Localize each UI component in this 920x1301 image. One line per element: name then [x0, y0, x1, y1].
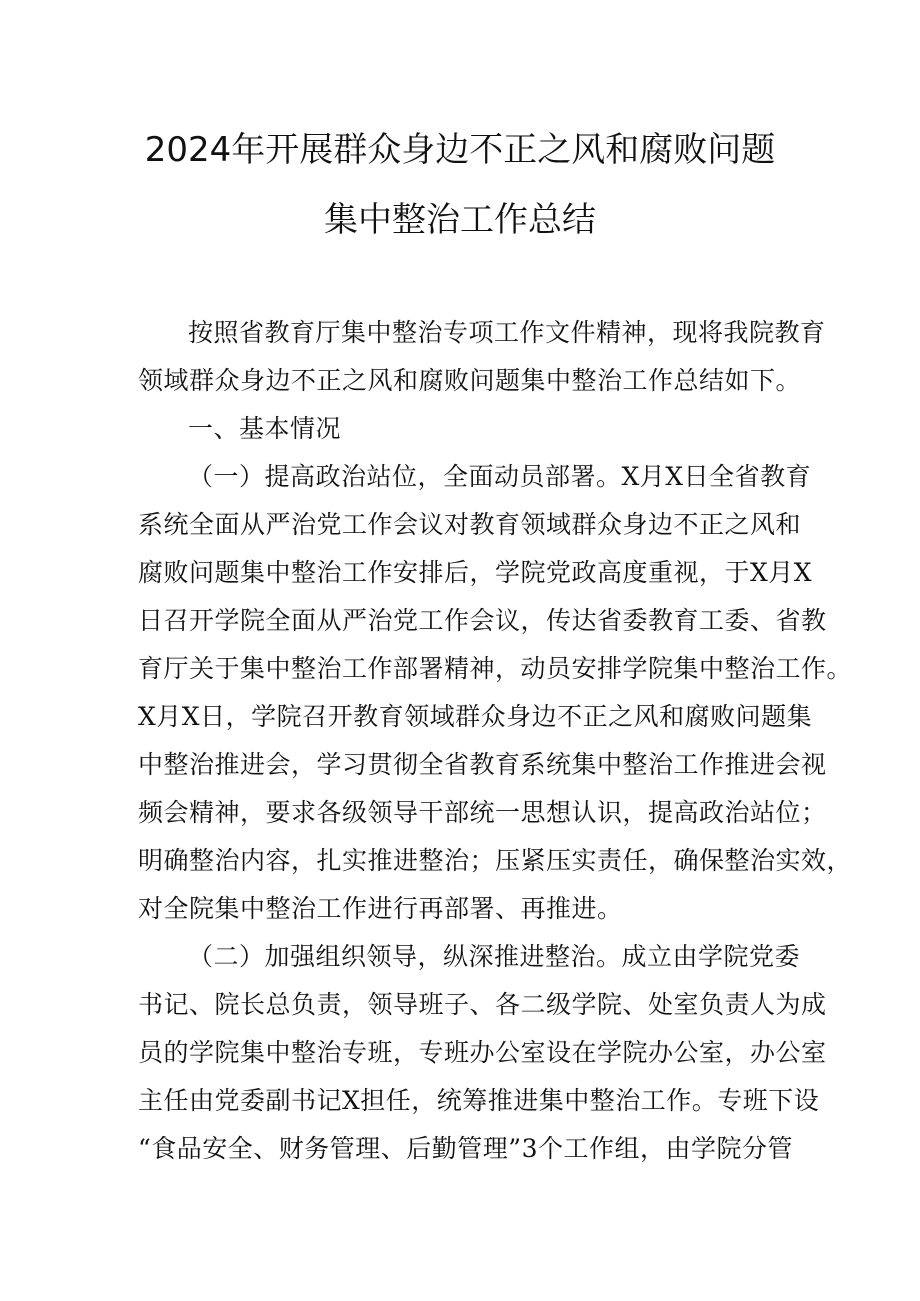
body-line: 明确整治内容，扎实推进整治；压紧压实责任，确保整治实效， — [138, 846, 853, 875]
body-line: （一）提高政治站位，全面动员部署。X月X日全省教育 — [188, 462, 812, 491]
body-line: 按照省教育厅集中整治专项工作文件精神，现将我院教育 — [188, 318, 826, 347]
body-line: （二）加强组织领导，纵深推进整治。成立由学院党委 — [188, 942, 801, 971]
section-heading: 一、基本情况 — [188, 414, 342, 443]
body-line: 日召开学院全面从严治党工作会议，传达省委教育工委、省教 — [138, 606, 827, 635]
body-line: 领域群众身边不正之风和腐败问题集中整治工作总结如下。 — [138, 366, 802, 395]
body-line: 主任由党委副书记X担任，统筹推进集中整治工作。专班下设 — [138, 1086, 820, 1115]
body-line: 腐败问题集中整治工作安排后，学院党政高度重视，于X月X — [138, 558, 813, 587]
document-title-line-1: 2024年开展群众身边不正之风和腐败问题 — [144, 130, 776, 170]
body-line: 中整治推进会，学习贯彻全省教育系统集中整治工作推进会视 — [138, 750, 827, 779]
body-line: “食品安全、财务管理、后勤管理”3个工作组，由学院分管 — [138, 1134, 793, 1163]
body-line: 对全院集中整治工作进行再部署、再推进。 — [138, 894, 623, 923]
body-line: 员的学院集中整治专班，专班办公室设在学院办公室，办公室 — [138, 1038, 827, 1067]
body-line: 系统全面从严治党工作会议对教育领域群众身边不正之风和 — [138, 510, 802, 539]
body-line: 育厅关于集中整治工作部署精神，动员安排学院集中整治工作。 — [138, 654, 853, 683]
body-line: 频会精神，要求各级领导干部统一思想认识，提高政治站位； — [138, 798, 827, 827]
body-line: X月X日，学院召开教育领域群众身边不正之风和腐败问题集 — [138, 702, 813, 731]
document-title-line-2: 集中整治工作总结 — [324, 200, 596, 240]
body-line: 书记、院长总负责，领导班子、各二级学院、处室负责人为成 — [138, 990, 827, 1019]
